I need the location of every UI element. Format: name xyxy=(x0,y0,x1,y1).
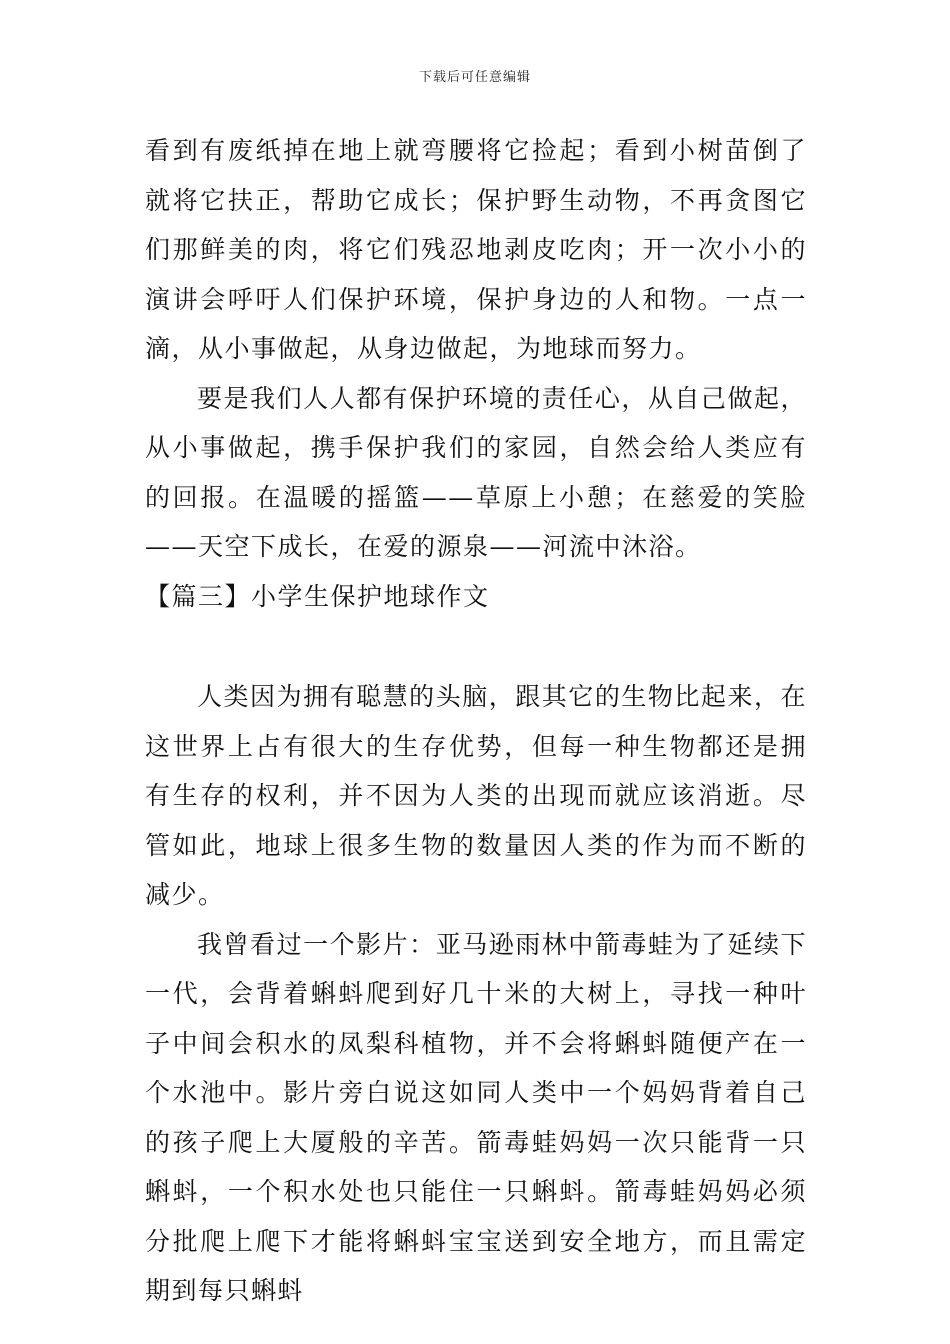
paragraph: 人类因为拥有聪慧的头脑，跟其它的生物比起来，在这世界上占有很大的生存优势，但每一种生物都还是拥有生存的权利，并不因为人类的出现而就应该消逝。尽管如此，地球上很多生物的数量因人类的作为而不断的减少。 xyxy=(145,682,807,909)
text-block-top xyxy=(145,126,807,621)
paragraph-continued: 看到有废纸掉在地上就弯腰将它捡起；看到小树苗倒了就将它扶正，帮助它成长；保护野生动物，不再贪图它们那鲜美的肉，将它们残忍地剥皮吃肉；开一次小小的演讲会呼吁人们保护环境，保护身边的人和物。一点一滴，从小事做起，从身边做起，为地球而努力。 xyxy=(145,136,807,363)
section-title: 【篇三】小学生保护地球作文 xyxy=(145,581,490,611)
text-block-bottom xyxy=(145,672,807,1316)
page-header: 下载后可任意编辑 xyxy=(418,70,531,85)
paragraph: 要是我们人人都有保护环境的责任心，从自己做起，从小事做起，携手保护我们的家园，自然会给人类应有的回报。在温暖的摇篮——草原上小憩；在慈爱的笑脸——天空下成长，在爱的源泉——河流中沐浴。 xyxy=(145,383,807,561)
paragraph: 我曾看过一个影片：亚马逊雨林中箭毒蛙为了延续下一代，会背着蝌蚪爬到好几十米的大树上，寻找一种叶子中间会积水的凤梨科植物，并不会将蝌蚪随便产在一个水池中。影片旁白说这如同人类中一个妈妈背着自己的孩子爬上大厦般的辛苦。箭毒蛙妈妈一次只能背一只蝌蚪，一个积水处也只能住一只蝌蚪。箭毒蛙妈妈必须分批爬上爬下才能将蝌蚪宝宝送到安全地方，而且需定期到每只蝌蚪 xyxy=(145,929,807,1305)
